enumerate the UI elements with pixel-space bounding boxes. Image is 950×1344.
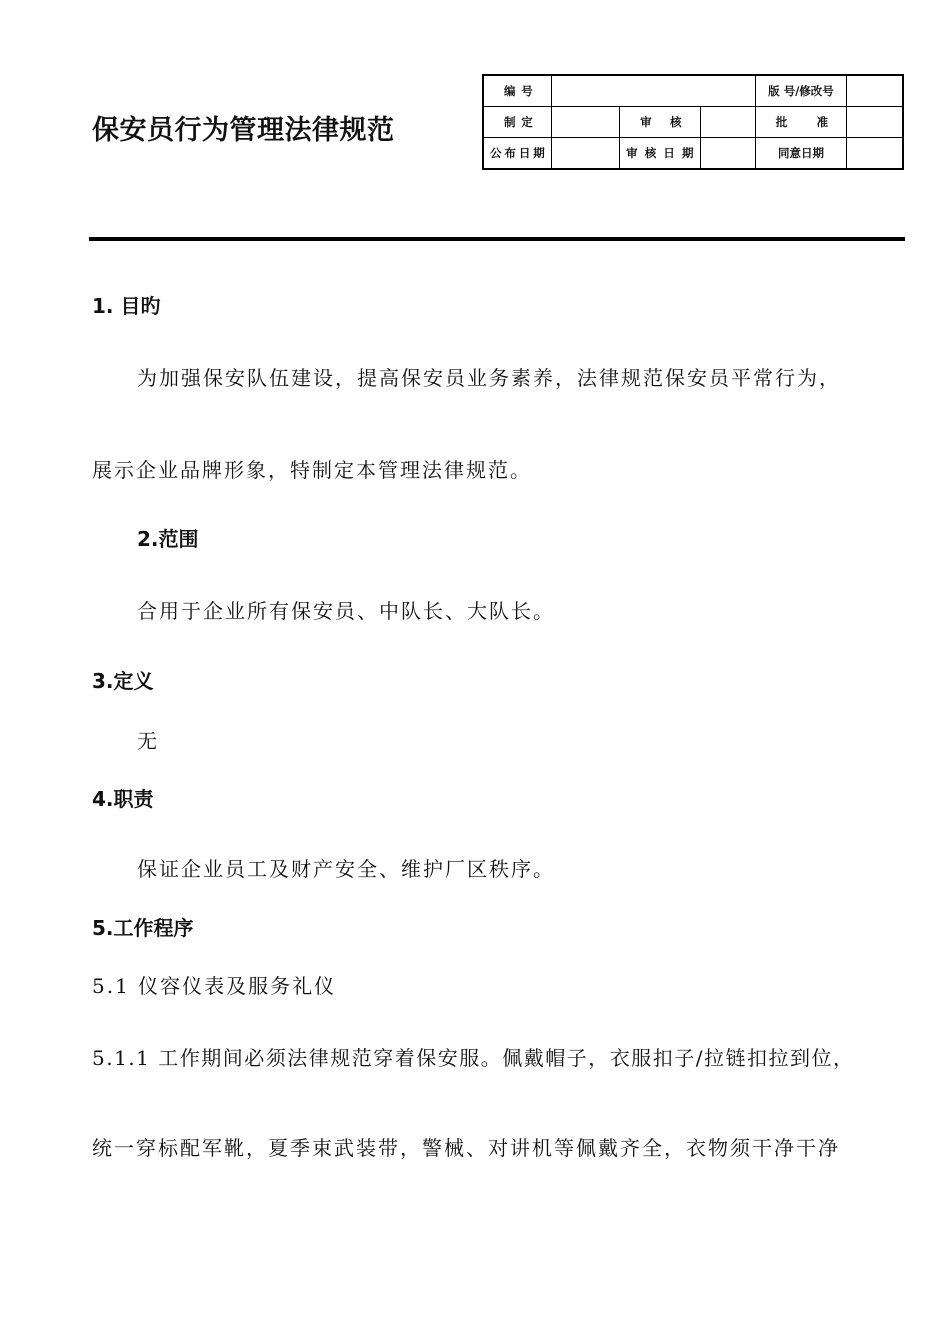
section-1-text-line-1: 为加强保安队伍建设，提高保安员业务素养，法律规范保安员平常行为， xyxy=(137,366,841,390)
document-title: 保安员行为管理法律规范 xyxy=(92,115,395,146)
label-version: 版 号/修改号 xyxy=(755,75,846,107)
section-4-text: 保证企业员工及财产安全、维护厂区秩序。 xyxy=(137,857,555,881)
label-agree-date: 同意日期 xyxy=(755,138,846,170)
label-review-date: 审核日期 xyxy=(620,138,700,170)
value-made xyxy=(551,107,619,138)
section-5-1-1-text-line-2: 统一穿标配军靴，夏季束武装带，警械、对讲机等佩戴齐全，衣物须干净干净 xyxy=(92,1136,840,1160)
value-review xyxy=(700,107,755,138)
section-2-heading: 2.范围 xyxy=(137,527,199,551)
value-publish-date xyxy=(551,138,619,170)
header-divider xyxy=(89,237,905,241)
section-3-text: 无 xyxy=(137,729,159,753)
document-info-table xyxy=(482,74,904,170)
label-publish-date: 公布日期 xyxy=(483,138,551,170)
section-1-text-line-2: 展示企业品牌形象，特制定本管理法律规范。 xyxy=(92,458,532,482)
value-agree-date xyxy=(847,138,903,170)
section-5-heading: 5.工作程序 xyxy=(92,916,194,940)
value-number xyxy=(551,75,755,107)
section-5-1-heading: 5.1 仪容仪表及服务礼仪 xyxy=(92,974,337,998)
value-review-date xyxy=(700,138,755,170)
label-made: 制 定 xyxy=(483,107,551,138)
value-version xyxy=(847,75,903,107)
info-row-dates xyxy=(483,138,903,170)
section-1-heading: 1. 目旳 xyxy=(92,294,161,318)
section-3-heading: 3.定义 xyxy=(92,669,154,693)
section-5-1-1-text-line-1: 5.1.1 工作期间必须法律规范穿着保安服。佩戴帽子，衣服扣子/拉链扣拉到位， xyxy=(92,1046,855,1070)
value-approve xyxy=(847,107,903,138)
info-row-number xyxy=(483,75,903,107)
label-number: 编 号 xyxy=(483,75,551,107)
label-approve: 批 准 xyxy=(755,107,846,138)
label-review: 审 核 xyxy=(620,107,700,138)
section-4-heading: 4.职责 xyxy=(92,787,154,811)
section-2-text: 合用于企业所有保安员、中队长、大队长。 xyxy=(137,599,555,623)
info-row-made xyxy=(483,107,903,138)
